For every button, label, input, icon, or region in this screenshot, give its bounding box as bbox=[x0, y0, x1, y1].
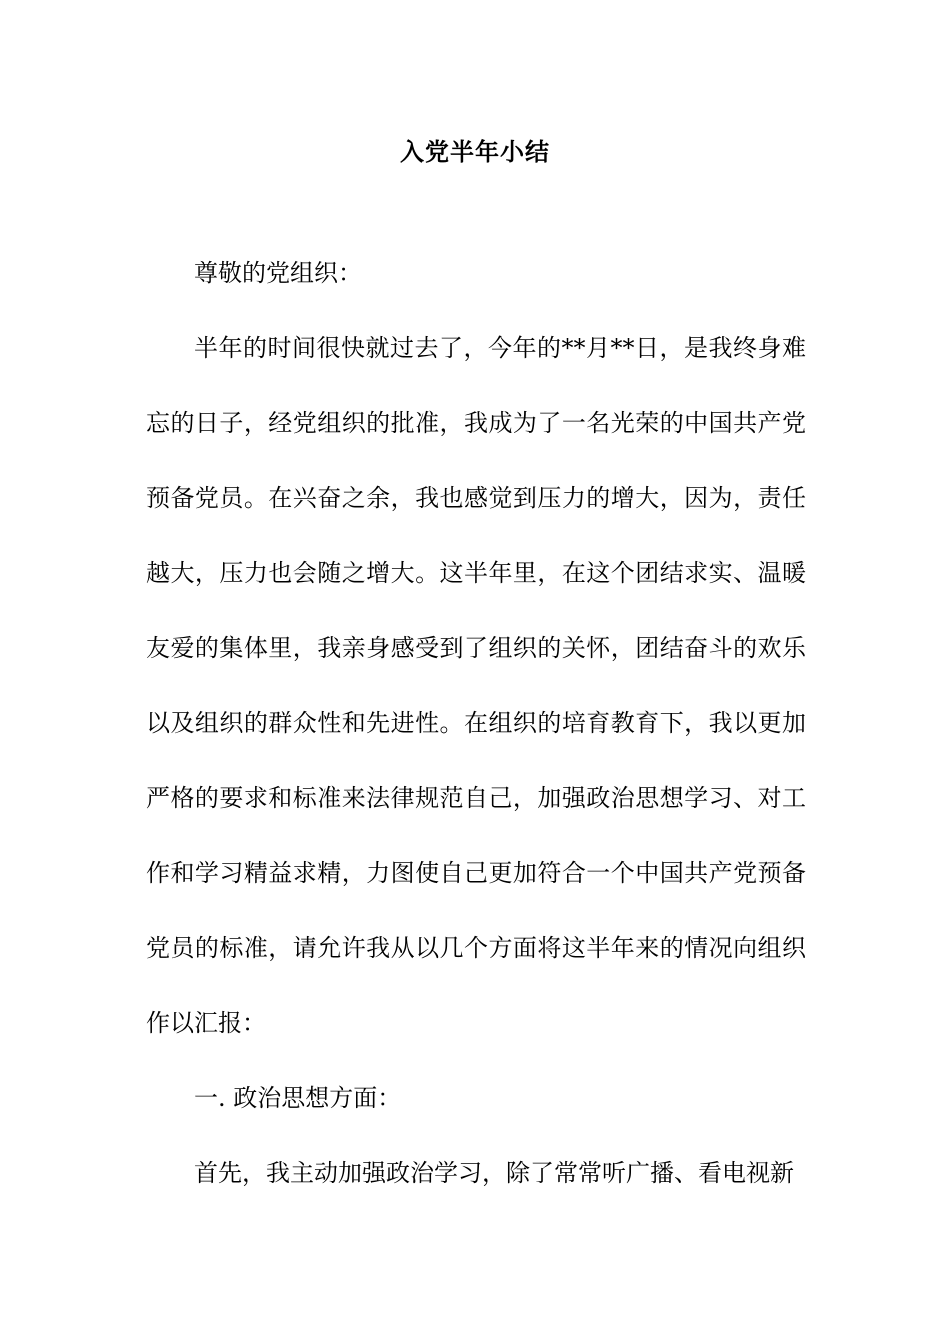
paragraph-intro: 半年的时间很快就过去了，今年的**月**日，是我终身难忘的日子，经党组织的批准，我成为了一名光荣的中国共产党预备党员。在兴奋之余，我也感觉到压力的增大，因为，责任越大，压力也会随之增大。这半年里，在这个团结求实、温暖友爱的集体里，我亲身感受到了组织的关怀，团结奋斗的欢乐以及组织的群众性和先进性。在组织的培育教育下，我以更加严格的要求和标准来法律规范自己，加强政治思想学习、对工作和学习精益求精，力图使自己更加符合一个中国共产党预备党员的标准，请允许我从以几个方面将这半年来的情况向组织作以汇报： bbox=[146, 334, 806, 1037]
paragraph-political: 首先，我主动加强政治学习，除了常常听广播、看电视新 bbox=[194, 1159, 794, 1187]
document-title: 入党半年小结 bbox=[400, 137, 550, 166]
document-body bbox=[146, 236, 806, 1211]
section-heading-political: 一. 政治思想方面： bbox=[194, 1084, 402, 1112]
salutation: 尊敬的党组织： bbox=[194, 259, 362, 287]
